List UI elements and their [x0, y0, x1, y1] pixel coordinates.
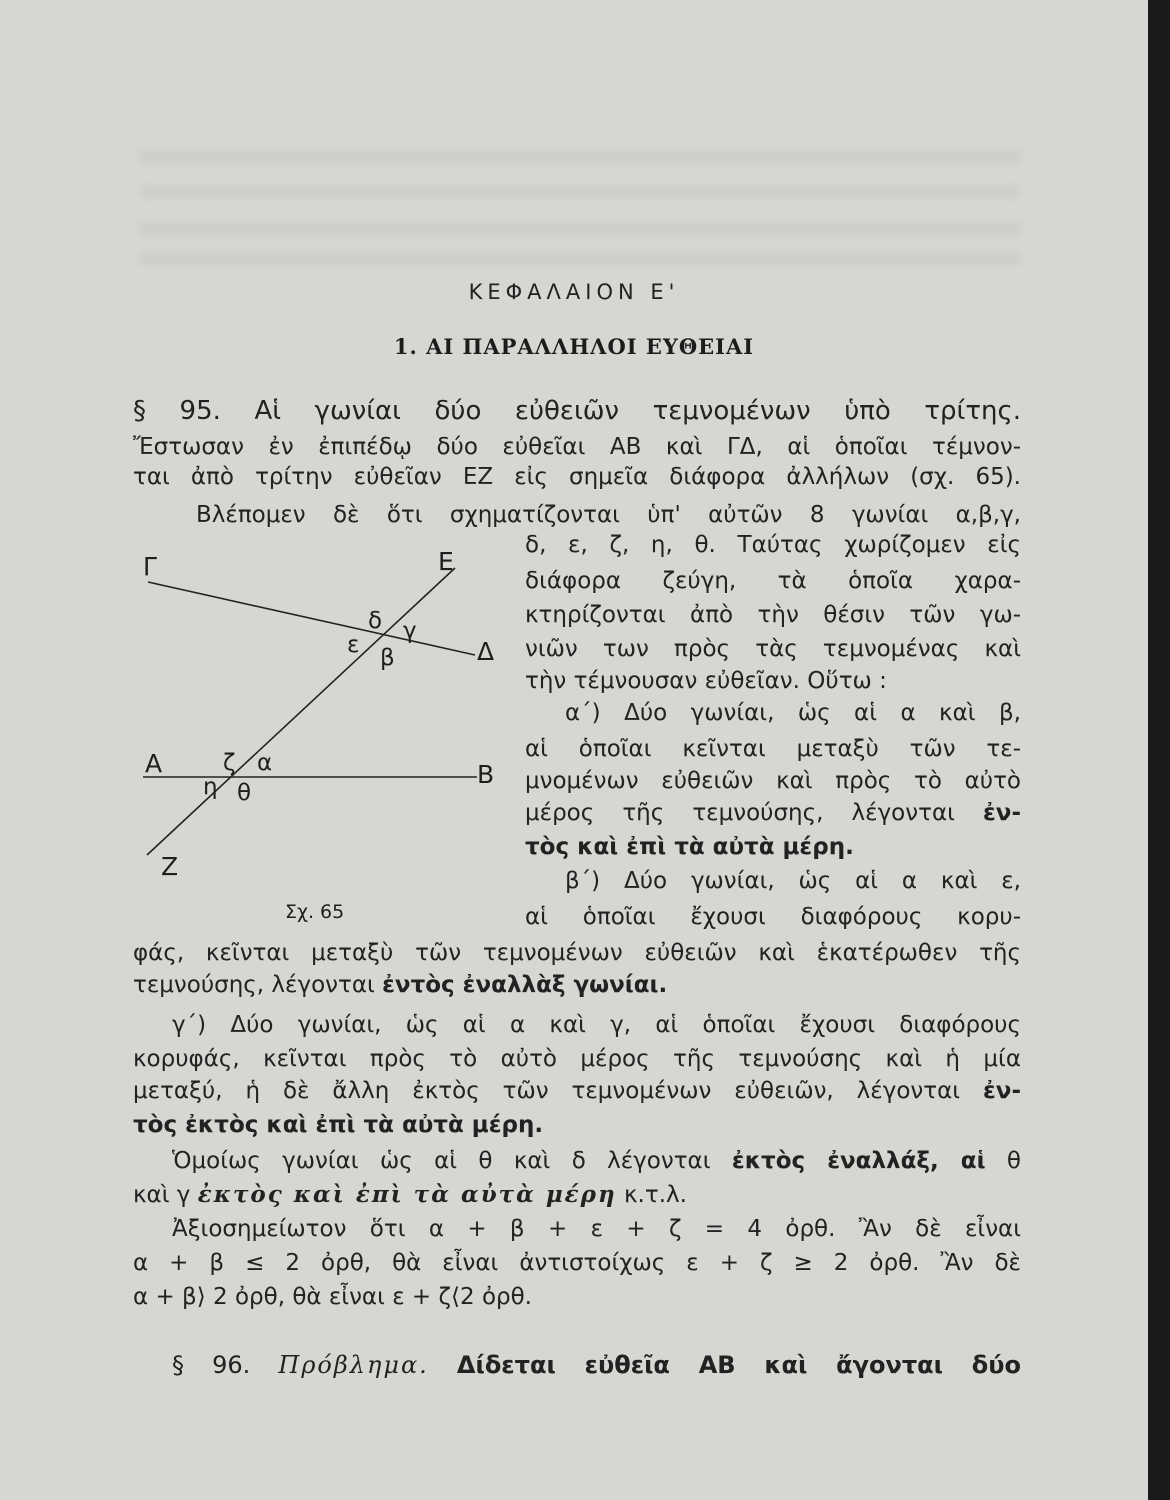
text-line: ται ἀπὸ τρίτην εὐθεῖαν ΕΖ εἰς σημεῖα διάφορα ἀλλήλων (σχ. 65). — [133, 464, 1021, 490]
text-span: μέρος τῆς τεμνούσης, λέγονται — [525, 800, 983, 826]
section-96-text: Δίδεται εὐθεῖα ΑΒ καὶ ἄγονται δύο — [456, 1351, 1021, 1379]
bleed-through — [140, 185, 1020, 199]
text-line: γ΄) Δύο γωνίαι, ὡς αἱ α καὶ γ, αἱ ὁποῖαι ἔχουσι διαφόρους — [172, 1012, 1021, 1038]
label-Beta: Β — [477, 760, 495, 789]
label-Zeta: Ζ — [161, 852, 179, 881]
label-Delta: Δ — [477, 637, 495, 666]
text-line — [133, 970, 667, 1000]
text-line: δ, ε, ζ, η, θ. Ταύτας χωρίζομεν εἰς — [525, 532, 1021, 558]
text-span: θ — [985, 1148, 1022, 1174]
angle-delta: δ — [368, 608, 383, 634]
text-line: Βλέπομεν δὲ ὅτι σχηματίζονται ὑπ' αὐτῶν 8 γωνίαι α,β,γ, — [196, 502, 1021, 528]
text-line: α + β⟩ 2 ὀρθ, θὰ εἶναι ε + ζ⟨2 ὀρθ. — [133, 1284, 532, 1310]
section-96-line — [172, 1350, 1021, 1380]
text-line: αἱ ὁποῖαι κεῖνται μεταξὺ τῶν τε- — [525, 736, 1021, 762]
text-line: Ἔστωσαν ἐν ἐπιπέδῳ δύο εὐθεῖαι ΑΒ καὶ ΓΔ, αἱ ὁποῖαι τέμνον- — [133, 434, 1021, 460]
bold-term: ἐκτὸς καὶ ἐπὶ τὰ αὐτὰ μέρη — [197, 1181, 617, 1208]
label-Gamma: Γ — [143, 552, 157, 581]
bleed-through — [140, 222, 1020, 236]
bold-term: ἐν- — [982, 1078, 1021, 1104]
angle-gamma: γ — [403, 618, 417, 644]
text-line: κορυφάς, κεῖνται πρὸς τὸ αὐτὸ μέρος τῆς τεμνούσης καὶ ἡ μία — [133, 1046, 1021, 1072]
text-line: α΄) Δύο γωνίαι, ὡς αἱ α καὶ β, — [565, 700, 1021, 726]
angle-eta: η — [203, 774, 218, 800]
text-line — [172, 1146, 1021, 1176]
angle-epsilon: ε — [347, 632, 360, 658]
text-line — [133, 1076, 1021, 1106]
text-line: μνομένων εὐθειῶν καὶ πρὸς τὸ αὐτὸ — [525, 768, 1021, 794]
angle-alpha: α — [257, 750, 273, 776]
text-line: φάς, κεῖνται μεταξὺ τῶν τεμνομένων εὐθειῶν καὶ ἑκατέρωθεν τῆς — [133, 940, 1021, 966]
bleed-through — [140, 150, 1020, 164]
section-96-label: Πρόβλημα. — [278, 1351, 429, 1379]
text-line: τὴν τέμνουσαν εὐθεῖαν. Οὕτω : — [525, 668, 887, 694]
bold-term: ἐκτὸς ἐναλλάξ, αἱ — [731, 1148, 986, 1174]
section-95-heading — [133, 396, 1021, 426]
text-span: κ.τ.λ. — [616, 1182, 687, 1208]
text-span: καὶ γ — [133, 1182, 198, 1208]
text-line: διάφορα ζεύγη, τὰ ὁποῖα χαρα- — [525, 568, 1021, 594]
section-96-number: § 96. — [172, 1351, 251, 1379]
bold-term: ἐντὸς ἐναλλὰξ γωνίαι. — [382, 972, 668, 998]
angle-theta: θ — [237, 780, 252, 806]
label-Alpha: Α — [145, 749, 163, 778]
text-span: Ὁμοίως γωνίαι ὡς αἱ θ καὶ δ λέγονται — [172, 1148, 732, 1174]
bold-term: τὸς ἐκτὸς καὶ ἐπὶ τὰ αὐτὰ μέρη. — [133, 1112, 544, 1138]
bold-term: ἐν- — [982, 800, 1021, 826]
bold-term: τὸς καὶ ἐπὶ τὰ αὐτὰ μέρη. — [525, 834, 854, 860]
text-span: μεταξύ, ἡ δὲ ἄλλη ἐκτὸς τῶν τεμνομένων εὐθειῶν, λέγονται — [133, 1078, 983, 1104]
figure-65 — [125, 530, 515, 930]
line-epsilon-zeta — [147, 568, 455, 855]
text-line: Ἀξιοσημείωτον ὅτι α + β + ε + ζ = 4 ὀρθ. Ἂν δὲ εἶναι — [172, 1216, 1021, 1242]
text-line: β΄) Δύο γωνίαι, ὡς αἱ α καὶ ε, — [565, 868, 1021, 894]
section-title: 1. ΑΙ ΠΑΡΑΛΛΗΛΟΙ ΕΥΘΕΙΑΙ — [393, 334, 755, 359]
figure-caption: Σχ. 65 — [285, 901, 345, 923]
text-line — [525, 798, 1021, 828]
label-Epsilon: Ε — [438, 547, 454, 576]
text-line: κτηρίζονται ἀπὸ τὴν θέσιν τῶν γω- — [525, 602, 1021, 628]
angle-zeta: ζ — [223, 750, 236, 776]
text-line — [133, 1180, 687, 1210]
text-line: αἱ ὁποῖαι ἔχουσι διαφόρους κορυ- — [525, 904, 1021, 930]
scan-edge — [1148, 0, 1170, 1500]
text-span: τεμνούσης, λέγονται — [133, 972, 383, 998]
chapter-title: ΚΕΦΑΛΑΙΟΝ Ε' — [468, 280, 680, 304]
text-line: νιῶν των πρὸς τὰς τεμνομένας καὶ — [525, 636, 1021, 662]
angle-beta: β — [380, 645, 395, 671]
text-line: α + β ≤ 2 ὀρθ, θὰ εἶναι ἀντιστοίχως ε + ζ ≥ 2 ὀρθ. Ἂν δὲ — [133, 1250, 1021, 1276]
line-gamma-delta — [148, 582, 475, 655]
section-95-number: § 95. — [133, 396, 221, 426]
section-95-heading-text: Αἱ γωνίαι δύο εὐθειῶν τεμνομένων ὑπὸ τρίτης. — [254, 396, 1021, 426]
bleed-through — [140, 252, 1020, 266]
